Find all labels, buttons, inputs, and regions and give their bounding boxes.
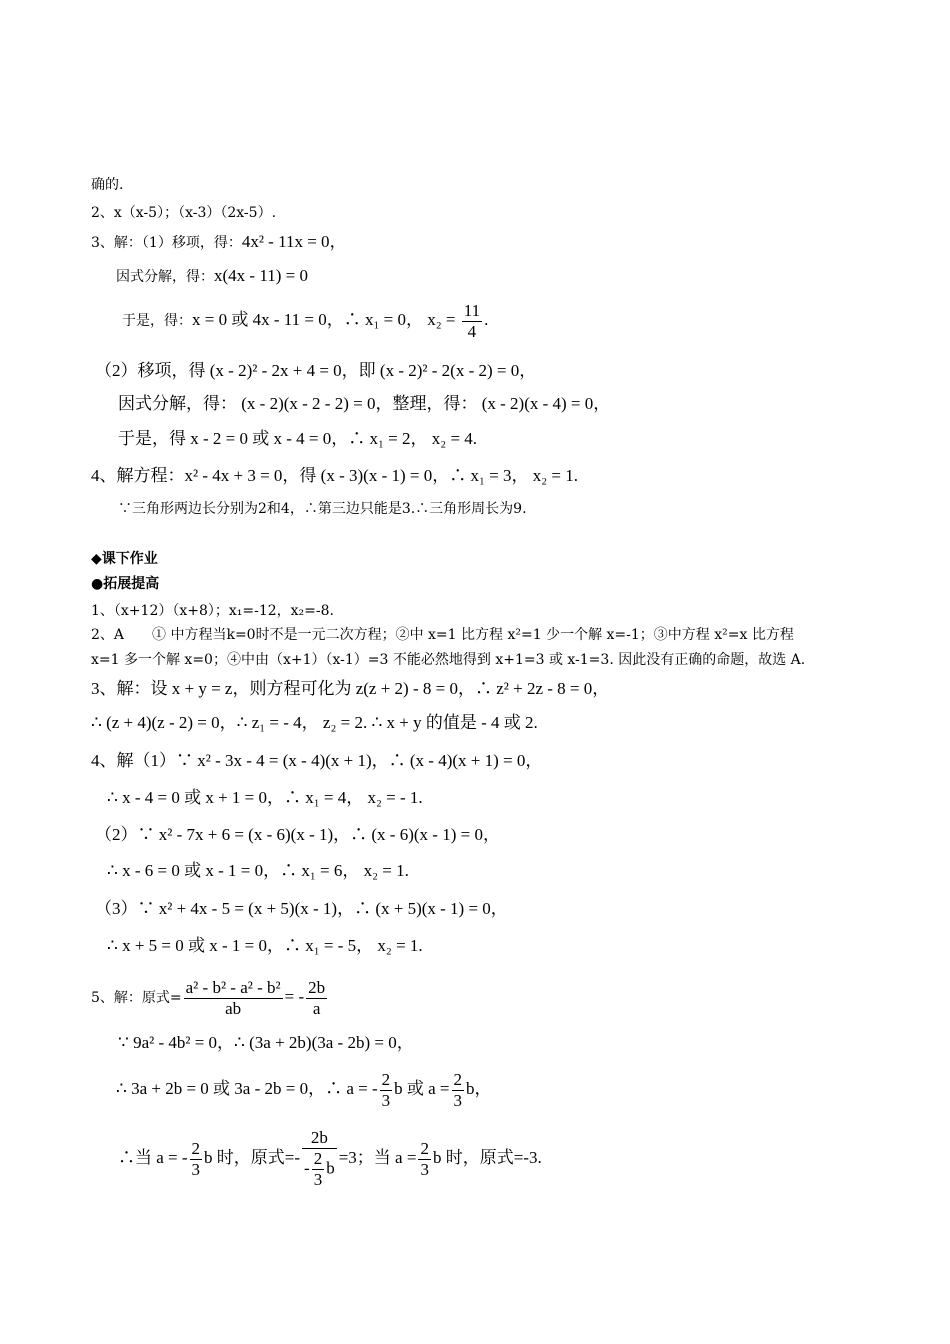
- denominator: 3: [191, 1159, 201, 1179]
- text-line: 2、A ① 中方程当k=0时不是一元二次方程；②中 x=1 比方程 x²=1 少一个解 x=-1；③中方程 x²=x 比方程: [91, 627, 794, 643]
- fraction: [302, 1128, 337, 1190]
- numerator: 2: [381, 1069, 391, 1089]
- math-expr: ∴ 3a + 2b = 0 或 3a - 2b = 0，∴ a = -: [116, 1079, 378, 1098]
- text-line: 4、解（1）∵ x² - 3x - 4 = (x - 4)(x + 1)，∴ (x - 4)(x + 1) = 0，: [91, 751, 543, 770]
- fraction: [190, 1139, 203, 1180]
- text-line: 2、x（x-5）；（x-3）（2x-5）.: [91, 205, 277, 221]
- text-line: 因式分解，得： (x - 2)(x - 2 - 2) = 0，整理，得： (x - 2)(x - 4) = 0，: [118, 394, 611, 413]
- denominator: 3: [420, 1159, 429, 1179]
- text-line: ∴ x + 5 = 0 或 x - 1 = 0，∴ x₁ = - 5， x₂ = 1.: [107, 936, 423, 955]
- numerator: 11: [463, 300, 481, 320]
- numerator: a² - b² - a² - b²: [185, 977, 281, 997]
- fraction: [462, 301, 482, 342]
- text-line: 确的.: [91, 177, 124, 193]
- denominator: [302, 1149, 337, 1190]
- math-expr: x = 0 或 4x - 11 = 0，∴ x₁ = 0， x₂ =: [192, 310, 460, 329]
- section-heading: ◆课下作业: [91, 551, 158, 567]
- math-expr: b: [326, 1158, 335, 1178]
- math-expr: x(4x - 11) = 0: [214, 266, 308, 285]
- math-expr: .: [484, 310, 489, 329]
- denominator: 3: [381, 1090, 391, 1110]
- text-line: 4、解方程：x² - 4x + 3 = 0，得 (x - 3)(x - 1) = 0，∴ x₁ = 3， x₂ = 1.: [91, 466, 579, 485]
- text-line: [118, 1122, 542, 1194]
- text-line: 于是，得 x - 2 = 0 或 x - 4 = 0，∴ x₁ = 2， x₂ = 4.: [118, 429, 478, 448]
- text-line: （3）∵ x² + 4x - 5 = (x + 5)(x - 1)，∴ (x + 5)(x - 1) = 0，: [95, 899, 508, 918]
- numerator: 2: [191, 1138, 201, 1158]
- text-line: [122, 300, 488, 340]
- math-expr: = -: [284, 987, 305, 1006]
- math-expr: -: [304, 1158, 310, 1178]
- denominator: 4: [467, 321, 477, 341]
- numerator: 2: [313, 1149, 323, 1169]
- denominator: ab: [225, 998, 242, 1018]
- math-expr: 4x² - 11x = 0，: [241, 232, 347, 251]
- math-expr: ∴当 a = -: [118, 1148, 188, 1167]
- text-span: 5、解：原式=: [91, 990, 182, 1006]
- numerator: 2: [420, 1138, 429, 1158]
- fraction: [452, 1070, 465, 1111]
- text-span: 于是，得：: [122, 313, 192, 329]
- numerator: 2b: [308, 977, 326, 997]
- text-span: 因式分解，得：: [116, 269, 214, 285]
- math-expr: b 时，原式=-3.: [432, 1148, 542, 1167]
- text-line: [91, 973, 329, 1021]
- text-line: [116, 267, 308, 286]
- text-line: 1、（x+12）（x+8）；x₁=-12，x₂=-8.: [91, 603, 334, 619]
- numerator: 2: [453, 1069, 463, 1089]
- text-line: ∴ x - 4 = 0 或 x + 1 = 0，∴ x₁ = 4， x₂ = - 1.: [107, 788, 423, 807]
- text-line: ∴ x - 6 = 0 或 x - 1 = 0，∴ x₁ = 6， x₂ = 1.: [107, 861, 409, 880]
- fraction: [184, 978, 283, 1019]
- math-expr: b，: [466, 1079, 492, 1098]
- text-line: ∴ (z + 4)(z - 2) = 0，∴ z₁ = - 4， z₂ = 2. ∴ x + y 的值是 - 4 或 2.: [91, 713, 538, 732]
- math-expr: b 时，原式=-: [204, 1148, 301, 1167]
- numerator: 2b: [302, 1128, 337, 1149]
- text-line: [91, 233, 347, 252]
- math-expr: =3；当 a =: [338, 1148, 417, 1167]
- text-line: （2）∵ x² - 7x + 6 = (x - 6)(x - 1)，∴ (x - 6)(x - 1) = 0，: [95, 825, 500, 844]
- text-line: 3、解：设 x + y = z，则方程可化为 z(z + 2) - 8 = 0，∴ z² + 2z - 8 = 0，: [91, 679, 610, 698]
- fraction: [312, 1149, 325, 1190]
- fraction: [380, 1070, 393, 1111]
- text-line: x=1 多一个解 x=0；④中由（x+1）（x-1）=3 不能必然地得到 x+1=3 或 x-1=3. 因此没有正确的命题，故选 A.: [91, 652, 806, 668]
- text-line: [116, 1065, 492, 1113]
- section-heading: ●拓展提高: [91, 576, 160, 592]
- fraction: [306, 978, 327, 1019]
- denominator: a: [312, 998, 321, 1018]
- denominator: 3: [453, 1090, 463, 1110]
- text-line: ∵三角形两边长分别为2和4，∴第三边只能是3.∴三角形周长为9.: [118, 501, 527, 517]
- text-span: 3、解：（1）移项，得：: [91, 235, 242, 251]
- fraction: [418, 1139, 431, 1180]
- math-expr: b 或 a =: [394, 1079, 450, 1098]
- text-line: ∵ 9a² - 4b² = 0，∴ (3a + 2b)(3a - 2b) = 0，: [118, 1033, 414, 1052]
- denominator: 3: [313, 1170, 323, 1190]
- text-line: （2）移项，得 (x - 2)² - 2x + 4 = 0，即 (x - 2)² - 2(x - 2) = 0，: [95, 361, 537, 380]
